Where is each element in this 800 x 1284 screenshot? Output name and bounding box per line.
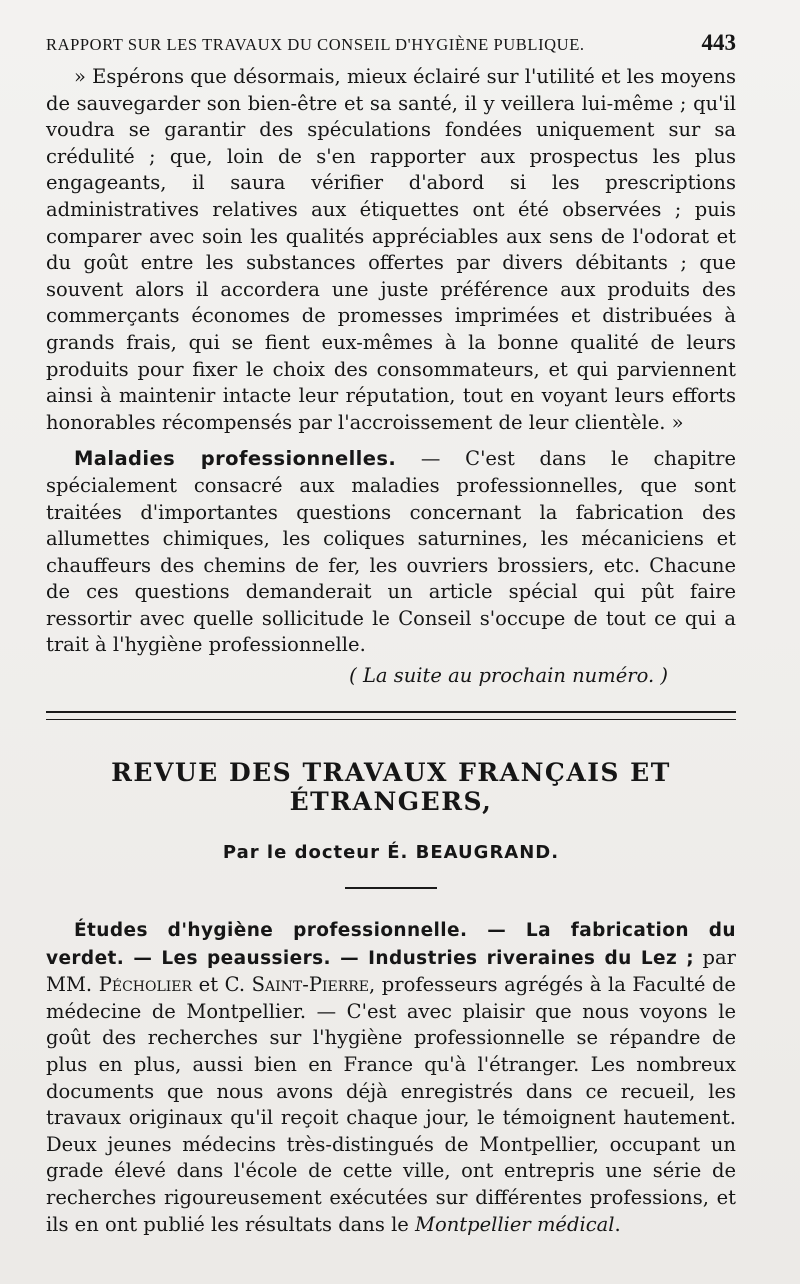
double-rule-divider [46, 711, 736, 720]
article-paragraph [46, 917, 736, 1238]
maladies-heading: Maladies professionnelles. [74, 447, 397, 471]
author-pecholier: Pécholier [98, 973, 193, 997]
article-text: , professeurs agrégés à la Faculté de médecine de Montpellier. — C'est avec plaisir que nous voyons le goût des recherches sur l'hygiène professionnelle se répandre de plus en plus, aussi bien en France qu'à l'étranger. Les nombreux documents que nous avons déjà enregistrés dans ce recueil, les travaux originaux qu'il reçoit chaque jour, le témoignent hautement. Deux jeunes médecins très-distingués de Montpellier, occupant un grade élevé dans l'école de cette ville, ont entrepris une série de recherches rigoureusement exécutées sur différentes professions, et ils en ont publié les résultats dans le [46, 973, 736, 1236]
article-heading: Études d'hygiène professionnelle. — La fabrication du verdet. — Les peaussiers. — Industries riveraines du Lez ; [46, 920, 736, 969]
page-number: 443 [701, 30, 736, 55]
maladies-paragraph [46, 446, 736, 659]
article-end: . [614, 1212, 621, 1236]
running-head [46, 30, 736, 64]
article-between: et C. [192, 973, 252, 997]
section-title: REVUE DES TRAVAUX FRANÇAIS ET ÉTRANGERS, [111, 758, 671, 817]
byline: Par le docteur É. BEAUGRAND. [222, 842, 560, 864]
short-rule-divider [345, 887, 437, 889]
quote-paragraph: » Espérons que désormais, mieux éclairé sur l'utilité et les moyens de sauvegarder son bien-être et sa santé, il y veillera lui-même ; qu'il voudra se garantir des spéculations fondées uniquement sur sa crédulité ; que, loin de s'en rapporter aux prospectus les plus engageants, il saura vérifier d'abord si les prescriptions administratives relatives aux étiquettes ont été observées ; puis comparer avec soin les qualités appréciables aux sens de l'odorat et du goût entre les substances offertes par divers débitants ; que souvent alors il accordera une juste préférence aux produits des commerçants économes de promesses imprimées et distribuées à grands frais, qui se fient eux-mêmes à la bonne qualité de leurs produits pour fixer le choix des consommateurs, et qui parviennent ainsi à maintenir intacte leur réputation, tout en voyant leurs efforts honorables récompensés par l'accroissement de leur clientèle. » [46, 65, 736, 434]
journal-title: Montpellier médical [415, 1212, 615, 1236]
continuation-note: ( La suite au prochain numéro. ) [349, 664, 668, 688]
maladies-text: — C'est dans le chapitre spécialement consacré aux maladies professionnelles, que sont traitées d'importantes questions concernant la fabrication des allumettes chimiques, les coliques saturnines, les mécaniciens et chauffeurs des chemins de fer, les ouvriers brossiers, etc. Chacune de ces questions demanderait un article spécial qui pût faire ressortir avec quelle sollicitude le Conseil s'occupe de tout ce qui a trait à l'hygiène professionnelle. [46, 447, 736, 657]
text-column [46, 30, 736, 1238]
author-saint-pierre: Saint-Pierre [251, 973, 370, 997]
article-by: par MM. [46, 945, 736, 997]
running-title: RAPPORT SUR LES TRAVAUX DU CONSEIL D'HYGIÈNE PUBLIQUE. [46, 35, 585, 54]
